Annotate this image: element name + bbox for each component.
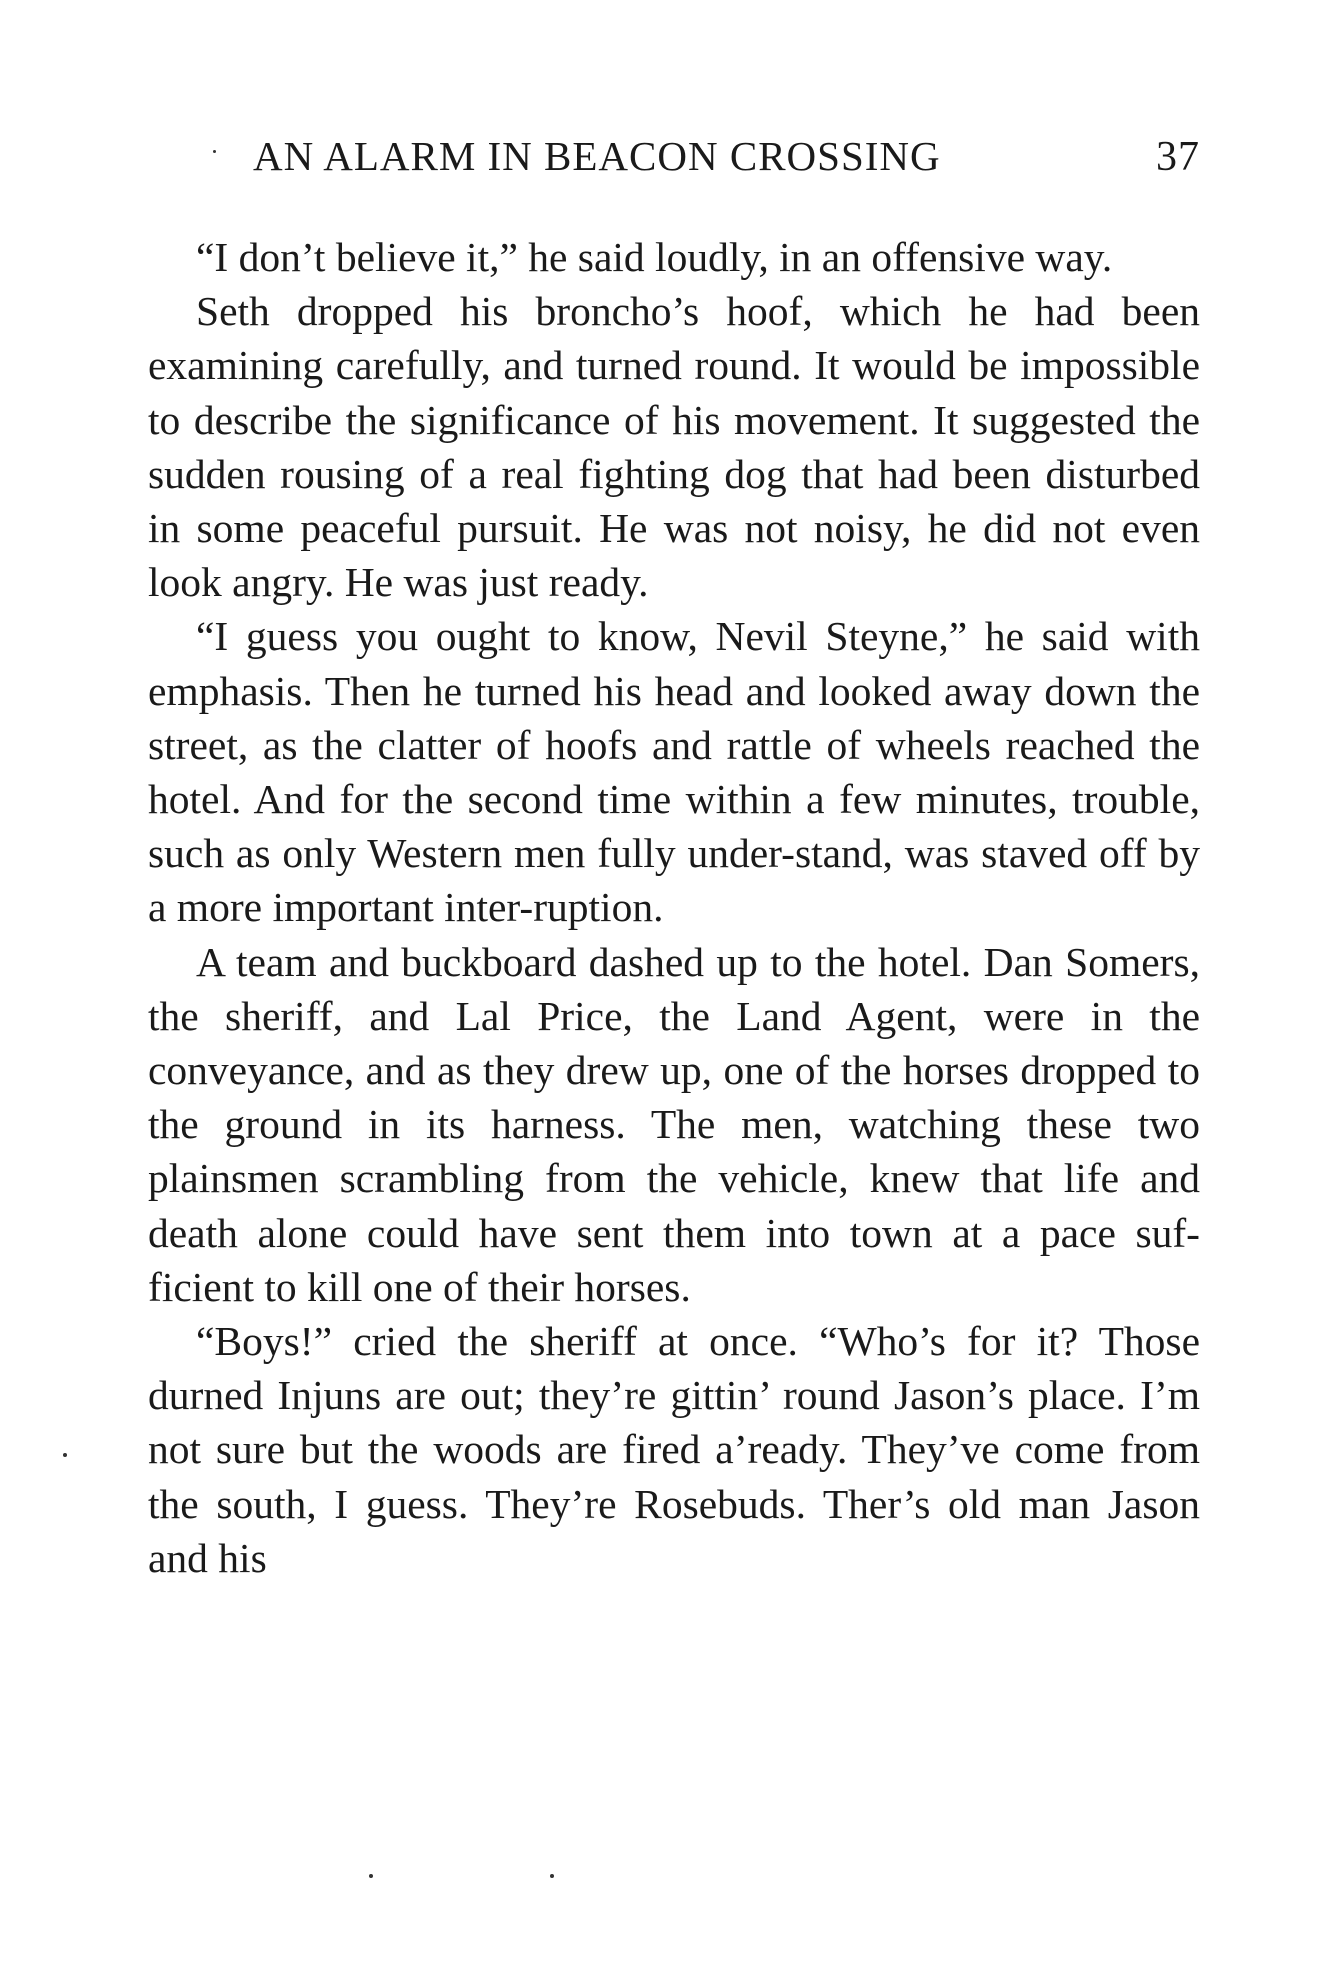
scan-speck <box>550 1874 554 1878</box>
paragraph: “I guess you ought to know, Nevil Steyne,” he said with emphasis. Then he turned his head and looked away down the street, as the clatter of hoofs and rattle of wheels reached the hotel. And for the second time within a few minutes, trouble, such as only Western men fully under-stand, was staved off by a more important inter-ruption. <box>148 613 1200 931</box>
paragraph: Seth dropped his broncho’s hoof, which he had been examining carefully, and turned round. It would be impossible to describe the significance of his movement. It suggested the sudden rousing of a real fighting dog that had been disturbed in some peaceful pursuit. He was not noisy, he did not even look angry. He was just ready. <box>148 288 1200 606</box>
paragraph: “I don’t believe it,” he said loudly, in an offensive way. <box>196 234 1113 280</box>
chapter-title: AN ALARM IN BEACON CROSSING <box>253 133 941 179</box>
paragraph: A team and buckboard dashed up to the hotel. Dan Somers, the sheriff, and Lal Price, the Land Agent, were in the conveyance, and as they drew up, one of the horses dropped to the ground in its harness. The men, watching these two plainsmen scrambling from the vehicle, knew that life and death alone could have sent them into town at a pace suf-ficient to kill one of their horses. <box>148 938 1200 1310</box>
scan-speck <box>63 1453 67 1457</box>
paragraph: “Boys!” cried the sheriff at once. “Who’s for it? Those durned Injuns are out; they’re gittin’ round Jason’s place. I’m not sure but the woods are fired a’ready. They’ve come from the south, I guess. They’re Rosebuds. Ther’s old man Jason and his <box>148 1318 1200 1581</box>
scan-speck <box>369 1874 373 1878</box>
running-head <box>148 132 1200 192</box>
body-text <box>148 230 1200 1585</box>
page-number: 37 <box>1156 134 1200 180</box>
scan-speck <box>213 150 216 153</box>
